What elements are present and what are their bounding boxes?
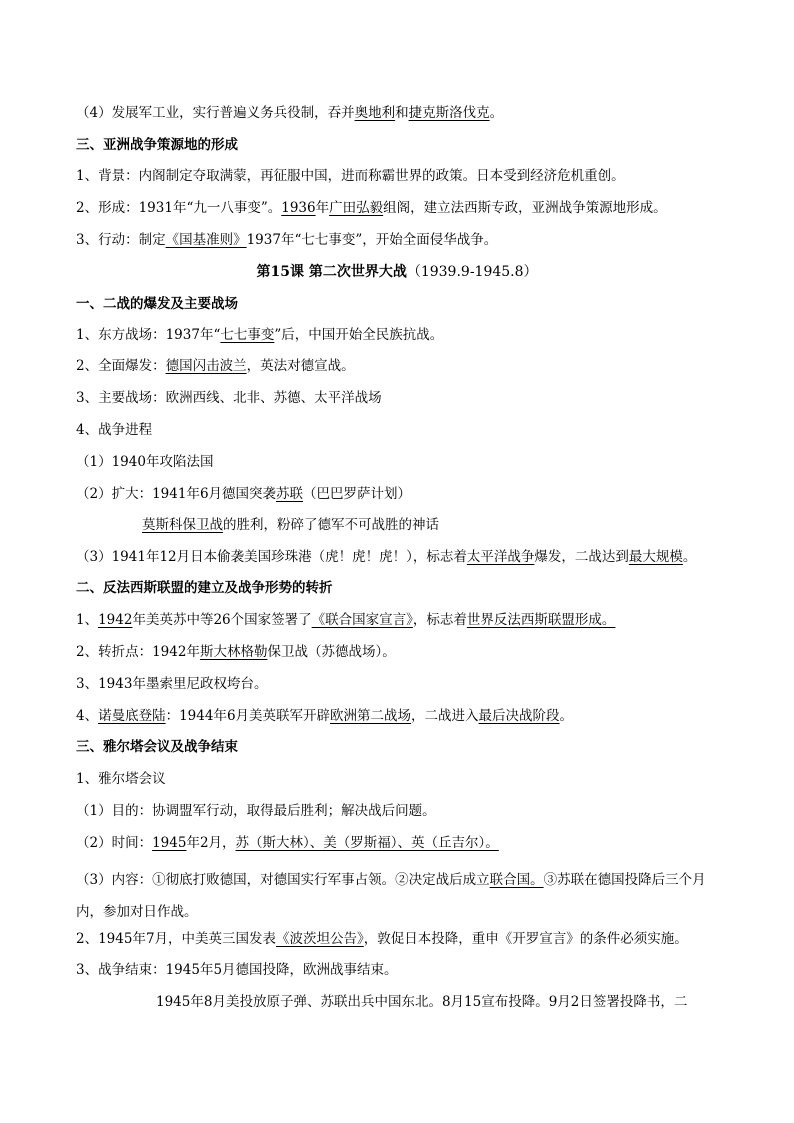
text-line: [76, 388, 734, 408]
underlined-term: 世界反法西斯联盟形成。: [466, 612, 616, 628]
text-line: [76, 801, 734, 821]
underlined-term: 德国闪击波兰: [165, 358, 247, 374]
text-segment: 1、背景：内阁制定夺取满蒙，再征服中国，进而称霸世界的政策。日本受到经济危机重创。: [76, 168, 625, 184]
text-line: [76, 642, 734, 662]
heading-text: 三、亚洲战争策源地的形成: [76, 137, 238, 153]
text-line: [76, 230, 734, 250]
text-segment: （2）扩大：1941年6月德国突袭: [76, 486, 277, 502]
text-line: [76, 420, 734, 440]
section-heading: [76, 578, 734, 598]
underlined-term: 联合国。: [489, 872, 544, 888]
underlined-term: 苏联: [276, 486, 304, 502]
heading-text: 三、雅尔塔会议及战争结束: [76, 739, 238, 755]
underlined-term: 莫斯科保卫战: [142, 517, 223, 533]
text-segment: （1）1940年攻陷法国: [76, 454, 214, 470]
text-segment: （3）1941年12月日本偷袭美国珍珠港（虎！虎！虎！），标志着: [76, 549, 467, 565]
text-segment: 1945年8月美投放原子弹、苏联出兵中国东北。8月15宣布投降。9月2日签署投降书，二: [156, 994, 688, 1010]
text-line: [76, 833, 734, 853]
text-segment: 1、东方战场：1937年“: [76, 327, 221, 343]
heading-text: 一、二战的爆发及主要战场: [76, 296, 238, 312]
section-heading: [76, 294, 734, 314]
text-line: [76, 674, 734, 694]
text-segment: 2、全面爆发：: [76, 358, 166, 374]
underlined-term: 斯大林格勒: [199, 644, 268, 660]
text-line: [76, 929, 734, 949]
text-paragraph: [76, 864, 730, 928]
text-segment: 保卫战（苏德战场）。: [267, 644, 396, 660]
text-segment: 1937年“七七事变”，开始全面侵华战争。: [246, 232, 498, 248]
text-line: [76, 769, 734, 789]
text-segment: 1、: [76, 612, 99, 628]
text-line: [142, 515, 734, 535]
text-segment: （巴巴罗萨计划）: [303, 486, 412, 502]
section-heading: [76, 135, 734, 155]
underlined-term: 奥地利: [354, 105, 396, 121]
underlined-term: 《国基准则》: [165, 232, 247, 248]
underlined-term: 最后决战阶段: [478, 708, 560, 724]
text-line: [76, 706, 734, 726]
text-segment: 年2月，: [186, 835, 236, 851]
underlined-term: 七七事变: [220, 327, 275, 343]
text-line: [76, 325, 734, 345]
underlined-term: 《波茨坦公告》: [276, 931, 364, 947]
underlined-term: 《联合国家宣言》: [311, 612, 413, 628]
underlined-term: 广田弘毅: [329, 200, 384, 216]
text-segment: （1）目的：协调盟军行动，取得最后胜利；解决战后问题。: [76, 803, 436, 819]
text-segment: 组阁，建立法西斯专政，亚洲战争策源地形成。: [383, 200, 667, 216]
text-segment: 4、: [76, 708, 99, 724]
text-line: [76, 452, 734, 472]
section-heading: [76, 737, 734, 757]
text-segment: 1、雅尔塔会议: [76, 771, 166, 787]
underlined-term: 捷克斯洛伐克: [408, 105, 490, 121]
text-line: [76, 356, 734, 376]
text-segment: （3）内容：①彻底打败德国，对德国实行军事占领。②决定战后成立: [76, 872, 490, 888]
underlined-term: 诺曼底登陆: [98, 708, 166, 724]
underlined-term: 欧洲第二战场: [330, 708, 412, 724]
text-segment: ，二战进入: [411, 708, 479, 724]
text-segment: ，敦促日本投降，重申《开罗宣言》的条件必须实施。: [363, 931, 688, 947]
text-line: [76, 103, 734, 123]
underlined-term: 最大规模: [628, 549, 683, 565]
text-line: [76, 610, 734, 630]
text-segment: ，标志着: [412, 612, 467, 628]
lesson-dates: （1939.9-1945.8）: [406, 264, 538, 280]
text-segment: （2）时间：: [76, 835, 153, 851]
text-segment: 2、1945年7月，中美英三国发表: [76, 931, 277, 947]
text-segment: 和: [395, 105, 409, 121]
text-segment: 3、战争结束：1945年5月德国投降，欧洲战事结束。: [76, 962, 398, 978]
text-segment: 4、战争进程: [76, 422, 153, 438]
text-segment: ，英法对德宣战。: [246, 358, 355, 374]
text-line: [76, 484, 734, 504]
text-segment: 的胜利，粉碎了德军不可战胜的神话: [223, 517, 439, 533]
text-segment: 2、形成：1931年“九一八事变”。: [76, 200, 282, 216]
text-line: [76, 547, 734, 567]
lesson-title-text: 第15课 第二次世界大战: [256, 264, 407, 280]
heading-text: 二、反法西斯联盟的建立及战争形势的转折: [76, 580, 333, 596]
text-segment: 年: [315, 200, 330, 216]
text-line: [156, 992, 734, 1012]
text-segment: ③苏联在德国投降后三个月内，参加对日作战。: [76, 872, 706, 920]
text-segment: （4）发展军工业，实行普遍义务兵役制，吞并: [76, 105, 355, 121]
text-segment: 年美英苏中等26个国家签署了: [132, 612, 312, 628]
text-segment: ”后，中国开始全民族抗战。: [274, 327, 444, 343]
text-segment: 3、行动：制定: [76, 232, 166, 248]
underlined-term: 1936: [281, 200, 316, 216]
text-segment: 。: [682, 549, 697, 565]
lesson-title: [0, 262, 794, 282]
text-segment: 3、1943年墨索里尼政权垮台。: [76, 676, 268, 692]
text-line: [76, 166, 734, 186]
text-segment: 爆发，二战达到: [534, 549, 629, 565]
text-line: [76, 198, 734, 218]
underlined-term: 1942: [98, 612, 133, 628]
underlined-term: 太平洋战争: [466, 549, 535, 565]
text-segment: 。: [559, 708, 574, 724]
text-segment: 。: [489, 105, 504, 121]
text-line: [76, 960, 734, 980]
text-segment: ：1944年6月美英联军开辟: [165, 708, 331, 724]
text-segment: 3、主要战场：欧洲西线、北非、苏德、太平洋战场: [76, 390, 382, 406]
text-segment: 2、转折点：1942年: [76, 644, 200, 660]
underlined-term: 苏（斯大林）、美（罗斯福）、英（丘吉尔）。: [235, 835, 499, 851]
underlined-term: 1945: [152, 835, 187, 851]
